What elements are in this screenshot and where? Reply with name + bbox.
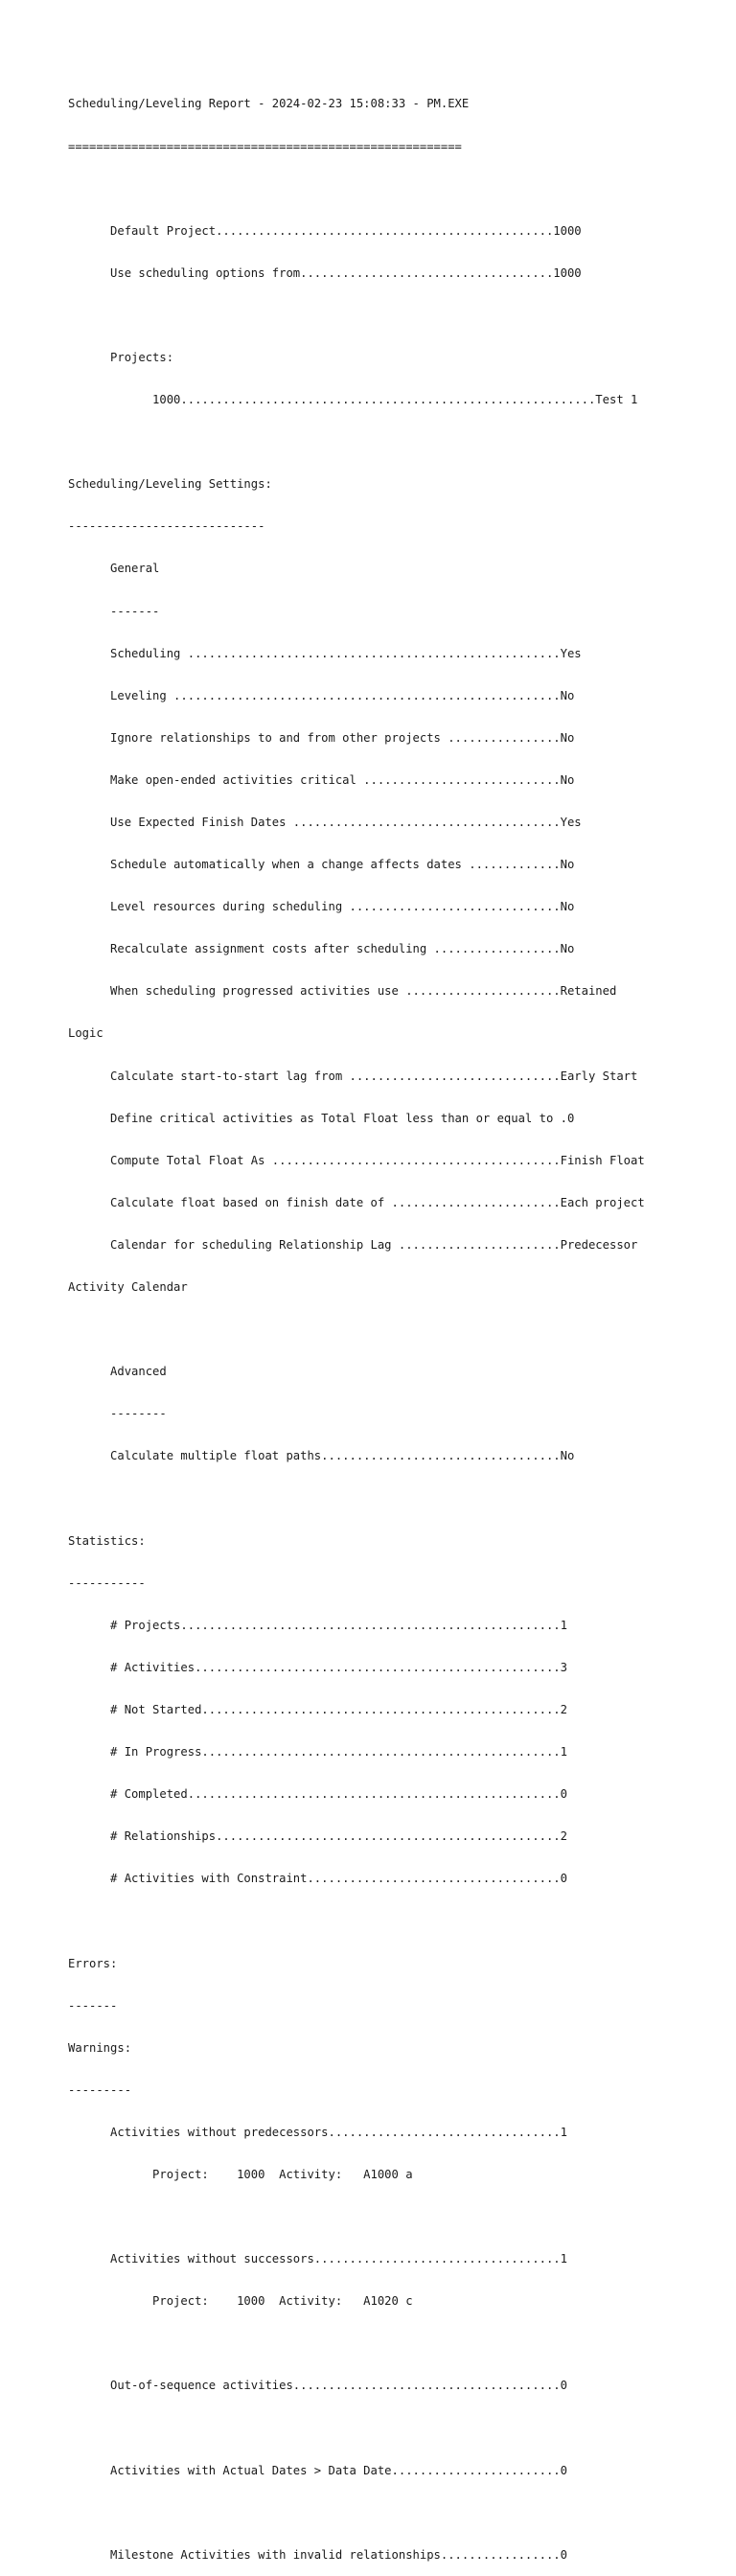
setting-line: Calendar for scheduling Relationship Lag .......................Predecessor xyxy=(68,1237,638,1252)
warnings-rule: --------- xyxy=(68,2082,132,2097)
warning-no-successors-detail: Project: 1000 Activity: A1020 c xyxy=(68,2294,413,2309)
use-scheduling-options-line: Use scheduling options from....................................1000 xyxy=(68,265,582,280)
statistic-line: # Not Started...................................................2 xyxy=(68,1702,567,1716)
errors-rule: ------- xyxy=(68,1998,118,2012)
warning-no-successors: Activities without successors...................................1 xyxy=(68,2252,567,2266)
blank-line xyxy=(68,182,729,196)
advanced-setting-line: Calculate multiple float paths..................................No xyxy=(68,1449,575,1463)
settings-rule: ---------------------------- xyxy=(68,519,265,534)
setting-line: Schedule automatically when a change affects dates .............No xyxy=(68,858,575,872)
blank-line xyxy=(68,435,729,449)
setting-line: Calculate start-to-start lag from ..............................Early Start xyxy=(68,1069,638,1083)
warnings-heading: Warnings: xyxy=(68,2040,132,2055)
default-project-line: Default Project................................................1000 xyxy=(68,223,582,238)
blank-line xyxy=(68,2506,729,2520)
report-title: Scheduling/Leveling Report - 2024-02-23 15:08:33 - PM.EXE xyxy=(68,97,470,111)
setting-line: Logic xyxy=(68,1026,104,1041)
warning-out-of-sequence: Out-of-sequence activities......................................0 xyxy=(68,2379,567,2393)
blank-line xyxy=(68,1914,729,1928)
setting-line: Scheduling .....................................................Yes xyxy=(68,646,582,660)
general-heading: General xyxy=(68,562,160,576)
title-rule: ======================================================== xyxy=(68,139,462,153)
setting-line: Define critical activities as Total Float less than or equal to .0 xyxy=(68,1111,575,1125)
statistic-line: # Activities....................................................3 xyxy=(68,1660,567,1674)
statistics-heading: Statistics: xyxy=(68,1533,146,1548)
blank-line xyxy=(68,2210,729,2224)
projects-heading: Projects: xyxy=(68,350,174,364)
setting-line: Compute Total Float As .........................................Finish Float xyxy=(68,1153,645,1167)
blank-line xyxy=(68,309,729,323)
statistic-line: # Projects......................................................1 xyxy=(68,1618,567,1632)
advanced-rule: -------- xyxy=(68,1407,167,1421)
warning-milestone-relationships: Milestone Activities with invalid relationships.................0 xyxy=(68,2547,567,2562)
blank-line xyxy=(68,1492,729,1506)
setting-line: Leveling .......................................................No xyxy=(68,688,575,702)
blank-line xyxy=(68,1322,729,1337)
statistics-rule: ----------- xyxy=(68,1576,146,1590)
general-rule: ------- xyxy=(68,604,160,618)
statistic-line: # Activities with Constraint....................................0 xyxy=(68,1872,567,1886)
warning-no-predecessors: Activities without predecessors.................................1 xyxy=(68,2125,567,2139)
statistic-line: # Completed.....................................................0 xyxy=(68,1787,567,1802)
settings-heading: Scheduling/Leveling Settings: xyxy=(68,477,272,492)
setting-line: Calculate float based on finish date of ........................Each project xyxy=(68,1195,645,1209)
warning-actual-dates: Activities with Actual Dates > Data Date........................0 xyxy=(68,2463,567,2477)
warning-no-predecessors-detail: Project: 1000 Activity: A1000 a xyxy=(68,2168,413,2181)
blank-line xyxy=(68,2336,729,2351)
scheduling-report xyxy=(68,69,729,2576)
setting-line: Activity Calendar xyxy=(68,1280,188,1295)
setting-line: Use Expected Finish Dates ......................................Yes xyxy=(68,816,582,829)
setting-line: Recalculate assignment costs after scheduling ..................No xyxy=(68,942,575,956)
advanced-heading: Advanced xyxy=(68,1365,167,1379)
statistic-line: # Relationships.................................................2 xyxy=(68,1829,567,1844)
errors-heading: Errors: xyxy=(68,1956,118,1970)
setting-line: Make open-ended activities critical ............................No xyxy=(68,772,575,787)
setting-line: When scheduling progressed activities use ......................Retained xyxy=(68,984,617,999)
setting-line: Ignore relationships to and from other projects ................No xyxy=(68,730,575,745)
setting-line: Level resources during scheduling ..............................No xyxy=(68,900,575,914)
project-entry: 1000...........................................................Test 1 xyxy=(68,393,638,407)
blank-line xyxy=(68,2422,729,2436)
statistic-line: # In Progress...................................................1 xyxy=(68,1745,567,1760)
